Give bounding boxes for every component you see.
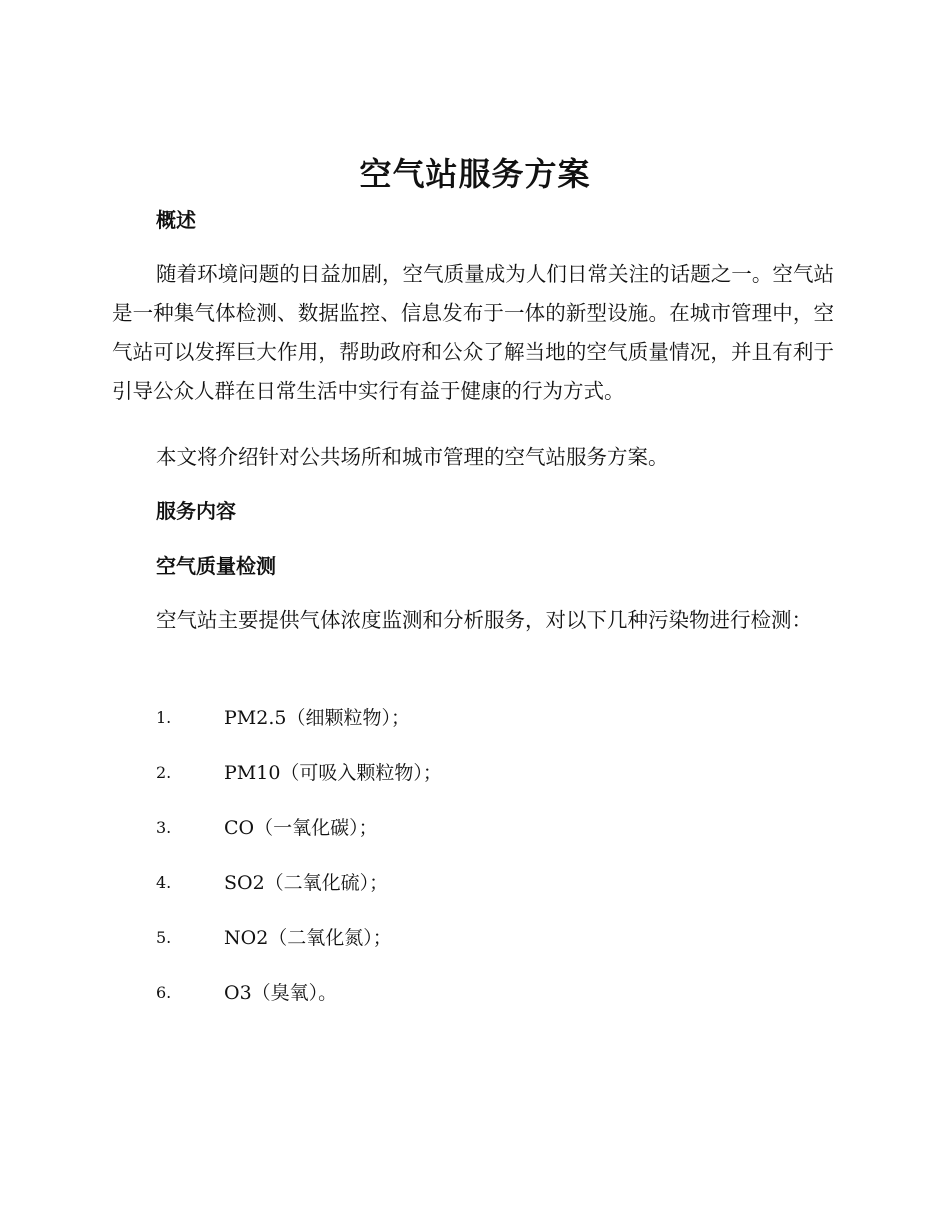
list-item-number: 2. — [156, 763, 172, 782]
overview-paragraph-1: 随着环境问题的日益加剧，空气质量成为人们日常关注的话题之一。空气站是一种集气体检测、数据监控、信息发布于一体的新型设施。在城市管理中，空气站可以发挥巨大作用，帮助政府和公众了解当地的空气质量情况，并且有利于引导公众人群在日常生活中实行有益于健康的行为方式。 — [112, 262, 834, 403]
list-item-number: 6. — [156, 983, 172, 1002]
section-heading-overview: 概述 — [156, 208, 196, 232]
list-item-text: PM10（可吸入颗粒物）； — [224, 762, 442, 784]
list-item-number: 5. — [156, 928, 172, 947]
detection-paragraph: 空气站主要提供气体浓度监测和分析服务，对以下几种污染物进行检测： — [156, 608, 812, 632]
overview-paragraph-2: 本文将介绍针对公共场所和城市管理的空气站服务方案。 — [156, 445, 669, 469]
section-heading-air-quality-detection: 空气质量检测 — [156, 554, 276, 578]
list-item-number: 4. — [156, 873, 172, 892]
list-item-number: 3. — [156, 818, 172, 837]
list-item-text: O3（臭氧）。 — [224, 982, 338, 1004]
list-item-text: PM2.5（细颗粒物）； — [224, 707, 410, 729]
list-item-text: NO2（二氧化氮）； — [224, 927, 392, 949]
list-item-text: CO（一氧化碳）； — [224, 817, 378, 839]
section-heading-service-content: 服务内容 — [156, 499, 236, 523]
list-item-number: 1. — [156, 708, 172, 727]
document-title: 空气站服务方案 — [359, 155, 591, 193]
list-item-text: SO2（二氧化硫）； — [224, 872, 389, 894]
